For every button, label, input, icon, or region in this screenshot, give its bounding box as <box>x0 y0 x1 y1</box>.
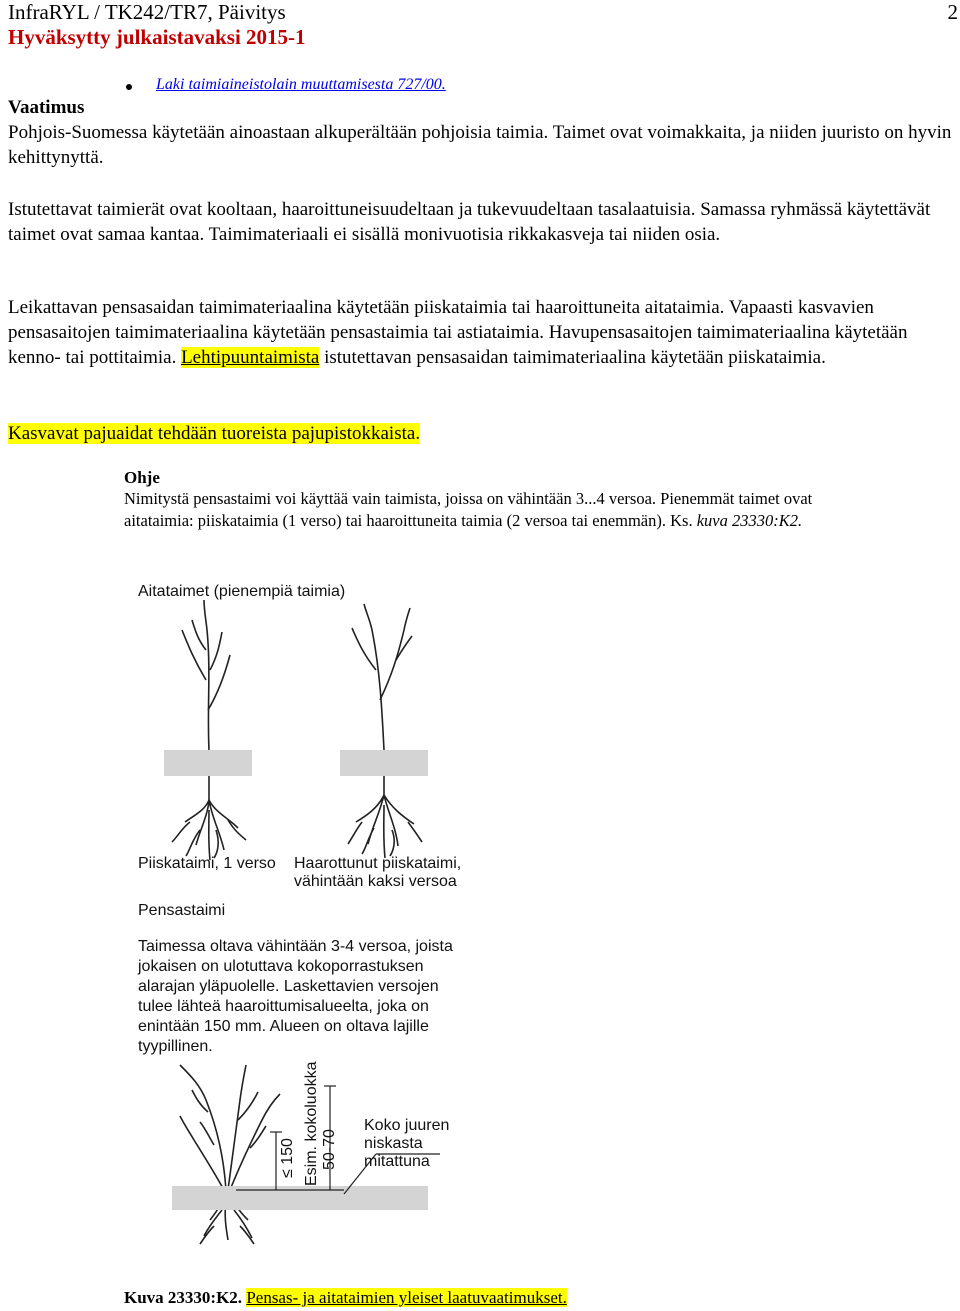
branching-zone-dimension: ≤ 150 <box>279 1138 296 1178</box>
guidance-text <box>124 488 824 531</box>
whip-label: Piiskataimi, 1 verso <box>138 855 276 872</box>
size-class-label-2: 50-70 <box>321 1129 338 1170</box>
requirement-heading: Vaatimus <box>8 97 85 118</box>
branched-whip-label-1: Haarottunut piiskataimi, <box>294 855 462 872</box>
root-note-line-2: niskasta <box>364 1135 423 1152</box>
branched-whip-drawing <box>348 604 422 858</box>
requirement-paragraph-1: Pohjois-Suomessa käytetään ainoastaan alkuperältään pohjoisia taimia. Taimet ovat voimakkaita, ja niiden juuristo on hyvin kehittynyttä. <box>8 122 952 168</box>
paragraph-3-text-b: istutettavan pensasaidan taimimateriaalina käytetään piiskataimia. <box>324 347 826 368</box>
size-class-label-1: Esim. kokoluokka <box>303 1061 320 1186</box>
shrub-desc-line-6: tyypillinen. <box>138 1038 213 1055</box>
figure-title: Aitataimet (pienempiä taimia) <box>138 583 346 600</box>
shrub-desc-line-4: tulee lähteä haaroittumisalueelta, joka on <box>138 998 429 1015</box>
ground-level-band-left <box>164 750 252 776</box>
ground-level-band-right <box>340 750 428 776</box>
requirement-paragraph-2: Istutettavat taimierät ovat kooltaan, haaroittuneisuudeltaan ja tukevuudeltaan tasalaatuisia. Samassa ryhmässä käytettävät taimet ovat samaa kantaa. Taimimateriaali ei sisällä monivuotisia rikkakasveja tai niiden osia. <box>8 199 931 245</box>
guidance-body: Nimitystä pensastaimi voi käyttää vain taimista, joissa on vähintään 3...4 versoa. Pienemmät taimet ovat aitataimia: piiskataimia (1 verso) tai haaroittuneita taimia (2 versoa tai enemmän). Ks. <box>124 489 813 530</box>
root-note-line-1: Koko juuren <box>364 1117 450 1134</box>
document-title: InfraRYL / TK242/TR7, Päivitys <box>8 0 286 24</box>
seedling-figure <box>0 560 960 1290</box>
bullet-icon <box>126 84 132 90</box>
requirement-paragraph-4 <box>8 421 953 446</box>
highlighted-sentence: Kasvavat pajuaidat tehdään tuoreista pajupistokkaista. <box>8 423 421 444</box>
shrub-desc-line-2: jokaisen on ulotuttava kokoporrastuksen <box>138 958 424 975</box>
shrub-desc-line-3: alarajan yläpuolelle. Laskettavien versojen <box>138 978 439 995</box>
highlighted-term: Lehtipuuntaimista <box>181 347 320 368</box>
guidance-heading: Ohje <box>124 468 160 487</box>
shrub-desc-line-1: Taimessa oltava vähintään 3-4 versoa, joista <box>138 938 453 955</box>
whip-seedling-drawing <box>172 600 246 860</box>
root-note-line-3: mitattuna <box>364 1153 430 1170</box>
requirement-paragraph-3 <box>8 295 953 370</box>
figure-caption <box>124 1288 567 1308</box>
paragraph-3-text-a: Leikattavan pensasaidan taimimateriaalina käytetään piiskataimia tai haaroittuneita aitataimia. Vapaasti kasvavien pensasaitojen taimimateriaalina käytetään pensastaimia tai astiataimia. Havupensasaitojen taimimateriaalina käytetään kenno- tai pottitaimia. <box>8 297 908 368</box>
figure-reference: kuva 23330:K2. <box>696 510 803 530</box>
law-reference-link[interactable]: Laki taimiaineistolain muuttamisesta 727/00. <box>156 76 446 93</box>
shrub-seedling-title: Pensastaimi <box>138 902 226 919</box>
caption-text: Pensas- ja aitataimien yleiset laatuvaatimukset. <box>246 1288 567 1307</box>
shrub-desc-line-5: enintään 150 mm. Alueen on oltava lajille <box>138 1018 429 1035</box>
page-number: 2 <box>947 0 958 24</box>
caption-label: Kuva 23330:K2. <box>124 1288 243 1307</box>
approval-status: Hyväksytty julkaistavaksi 2015-1 <box>8 25 306 49</box>
shrub-seedling-drawing <box>180 1065 280 1244</box>
branched-whip-label-2: vähintään kaksi versoa <box>294 873 457 890</box>
